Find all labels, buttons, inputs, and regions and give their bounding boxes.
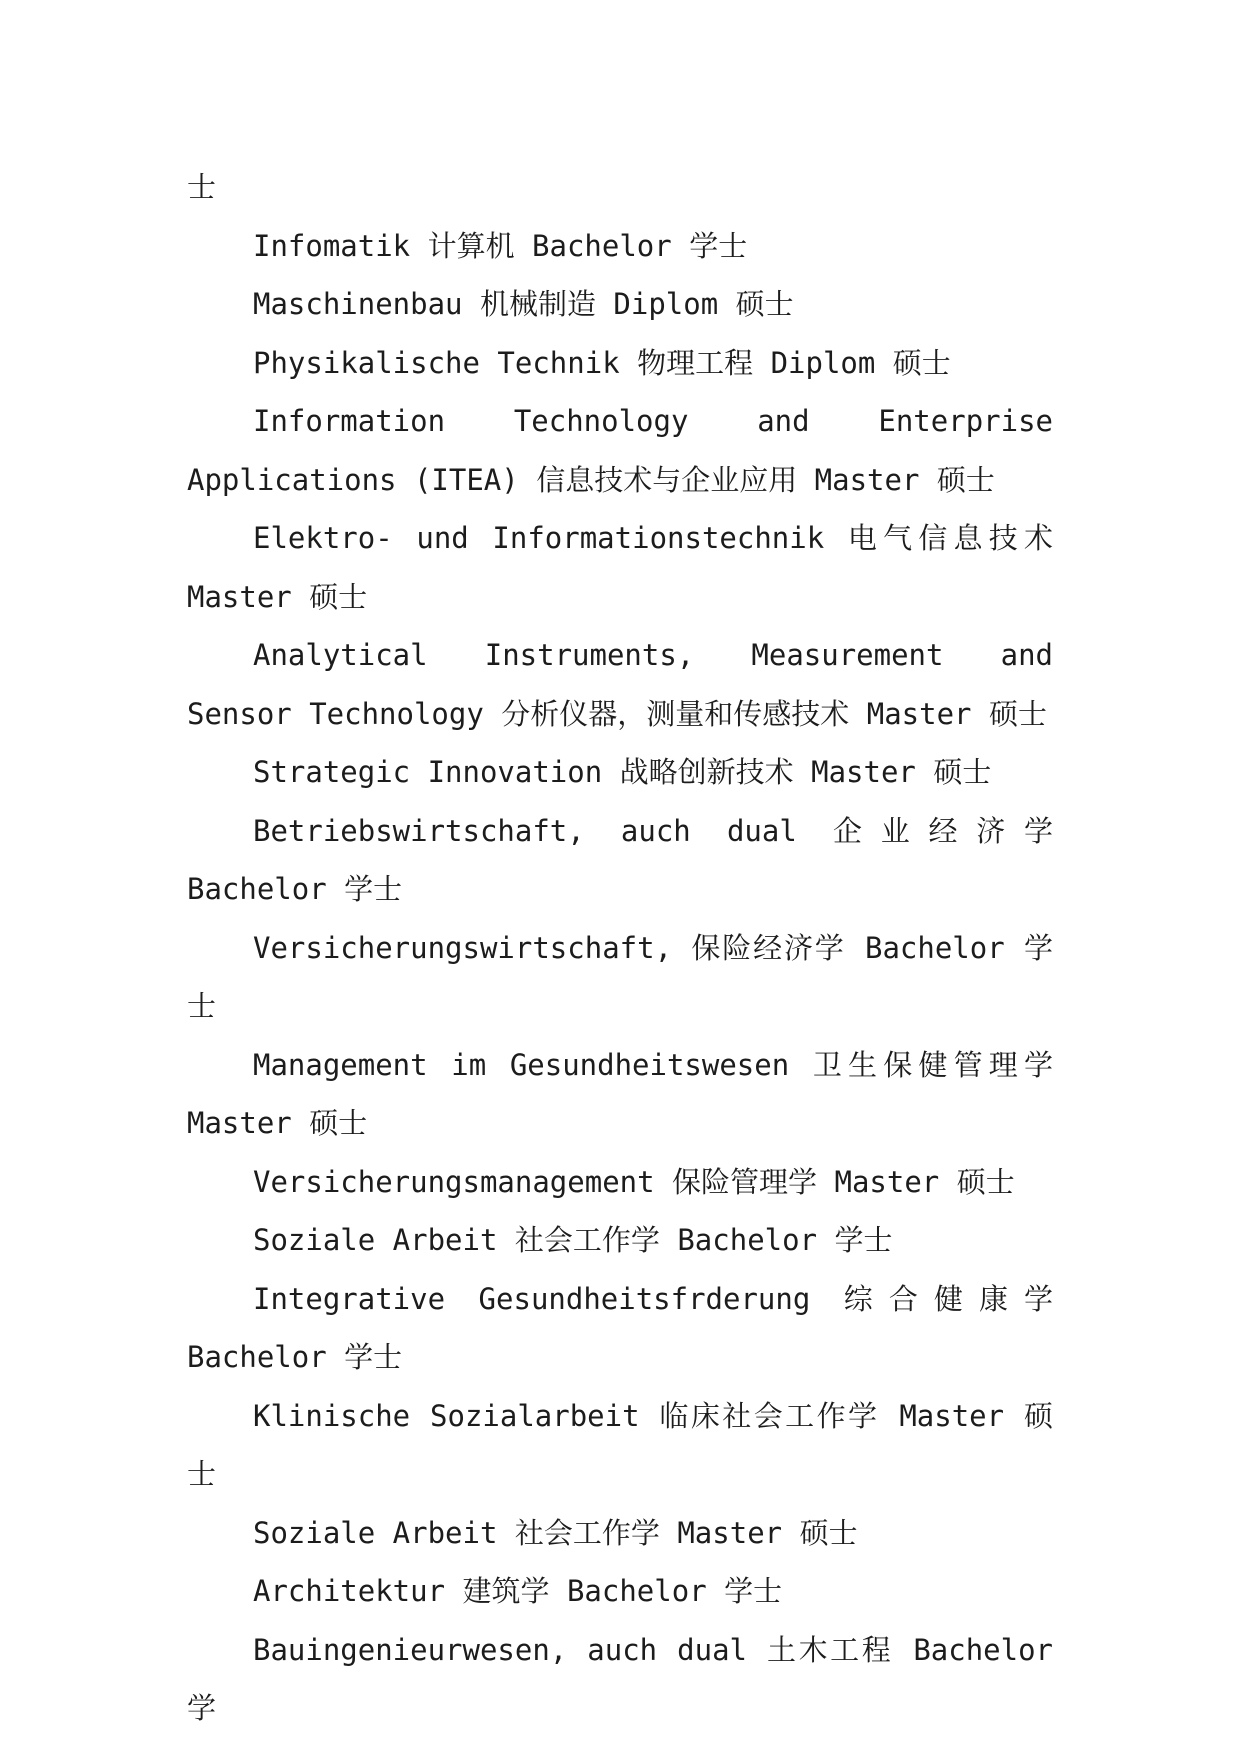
program-entry: Versicherungsmanagement 保险管理学 Master 硕士 [253,1164,1015,1199]
program-entry: Versicherungswirtschaft, 保险经济学 Bachelor 学士 [187,930,1053,1023]
program-entry: Soziale Arbeit 社会工作学 Master 硕士 [253,1515,858,1550]
paragraph-continuation: 士 [187,170,217,204]
program-entry: Information Technology and Enterprise Applications (ITEA) 信息技术与企业应用 Master 硕士 [187,404,1053,497]
program-entry: Maschinenbau 机械制造 Diplom 硕士 [253,287,794,321]
program-entry: Management im Gesundheitswesen 卫生保健管理学 Master 硕士 [187,1047,1053,1140]
program-entry: Infomatik 计算机 Bachelor 学士 [253,228,748,263]
program-entry: Architektur 建筑学 Bachelor 学士 [253,1574,783,1608]
program-entry: Integrative Gesundheitsfrderung 综合健康学 Bachelor 学士 [187,1281,1053,1374]
program-entry: Soziale Arbeit 社会工作学 Bachelor 学士 [253,1223,893,1257]
program-entry: Klinische Sozialarbeit 临床社会工作学 Master 硕士 [187,1398,1053,1491]
program-entry: Elektro- und Informationstechnik 电气信息技术 Master 硕士 [187,521,1053,614]
document-body [187,158,1053,1738]
program-entry: Strategic Innovation 战略创新技术 Master 硕士 [253,755,992,789]
program-entry: Bauingenieurwesen, auch dual 土木工程 Bachelor 学 [187,1632,1053,1725]
program-entry: Betriebswirtschaft, auch dual 企业经济学 Bachelor 学士 [187,813,1053,906]
program-entry: Physikalische Technik 物理工程 Diplom 硕士 [253,345,951,380]
program-entry: Analytical Instruments, Measurement and Sensor Technology 分析仪器，测量和传感技术 Master 硕士 [187,638,1053,731]
